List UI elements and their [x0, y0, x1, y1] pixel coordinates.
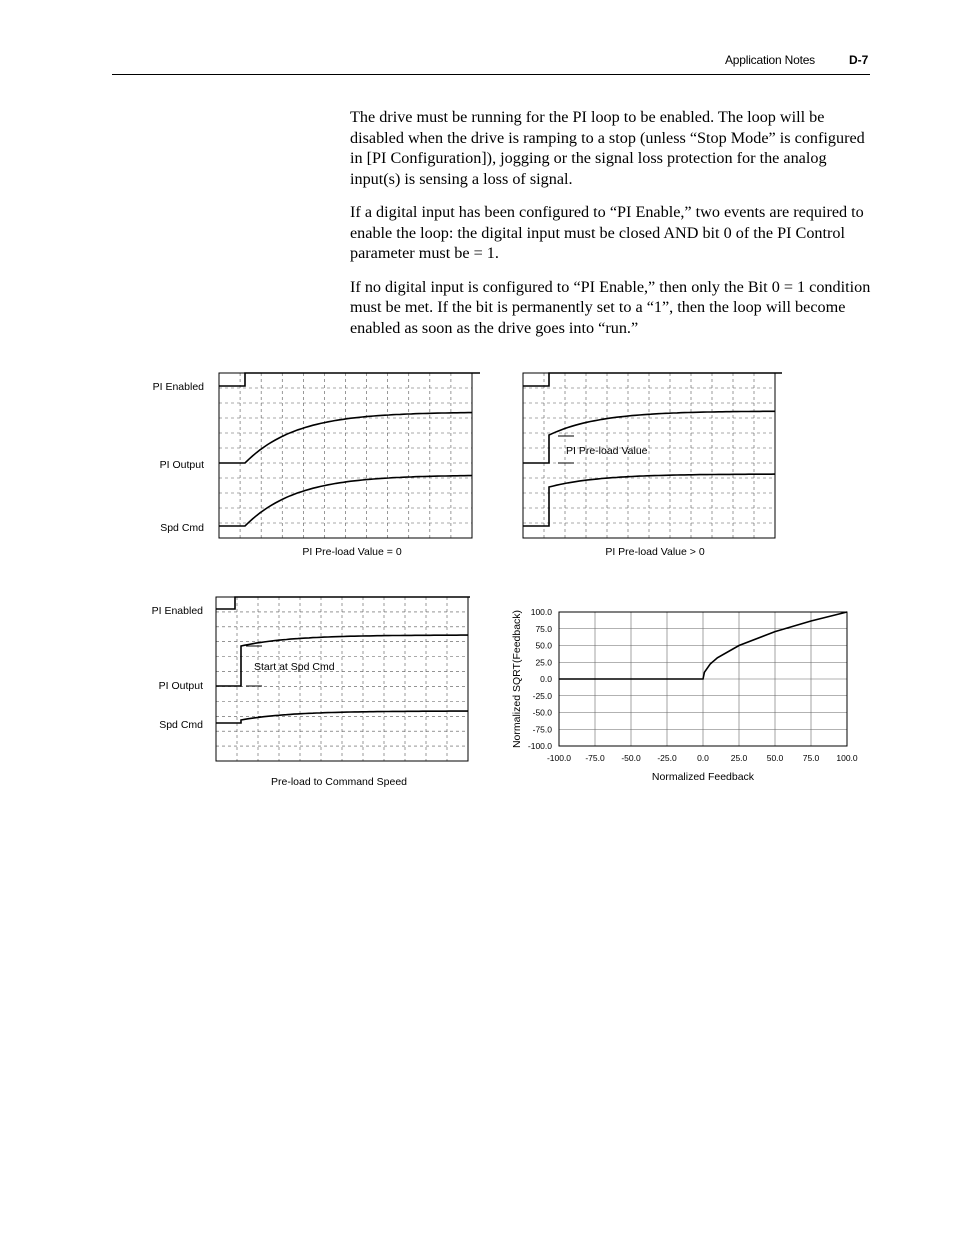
- chart-y-tick-label: 0.0: [540, 674, 552, 684]
- diagram-grid: [523, 373, 775, 538]
- chart-x-tick-label: 0.0: [697, 753, 709, 763]
- chart-y-tick-label: -25.0: [532, 690, 552, 701]
- chart-x-ticks: [547, 753, 858, 763]
- pi-enabled-trace: [216, 597, 470, 609]
- paragraph: The drive must be running for the PI loop to be enabled. The loop will be disabled when the drive is ramping to a stop (unless “Stop Mode” is configured in [PI Configuration]), jogging or the signal loss protection for the analog input(s) is sensing a loss of signal.: [350, 108, 865, 188]
- signal-label-pi-enabled: PI Enabled: [152, 381, 204, 393]
- diagram-preload-positive: [523, 373, 782, 558]
- chart-x-tick-label: 25.0: [730, 753, 748, 763]
- paragraph: If a digital input has been configured to “PI Enable,” two events are required to enable the loop: the digital input must be closed AND bit 0 of the PI Control parameter must be = 1.: [350, 203, 864, 262]
- preload-annotation: PI Pre-load Value: [566, 445, 648, 457]
- chart-x-tick-label: 50.0: [766, 753, 784, 763]
- chart-y-tick-label: -100.0: [527, 741, 552, 751]
- header-section-title: Application Notes: [725, 53, 815, 67]
- chart-y-tick-label: -50.0: [532, 707, 552, 718]
- chart-y-tick-label: 50.0: [535, 640, 552, 651]
- diagram-caption: PI Pre-load Value = 0: [302, 546, 402, 558]
- signal-label-pi-enabled: PI Enabled: [151, 605, 203, 617]
- chart-y-axis-label: Normalized SQRT(Feedback): [511, 609, 523, 749]
- diagram-caption: Pre-load to Command Speed: [271, 776, 407, 788]
- chart-y-tick-label: 100.0: [530, 607, 552, 617]
- chart-y-tick-label: 75.0: [535, 623, 552, 634]
- chart-y-tick-label: -75.0: [532, 724, 552, 735]
- pi-enabled-trace: [219, 373, 480, 386]
- chart-x-tick-label: -100.0: [546, 753, 572, 763]
- chart-x-tick-label: -50.0: [621, 753, 641, 763]
- sqrt-chart: [511, 607, 858, 783]
- paragraph: If no digital input is configured to “PI Enable,” then only the Bit 0 = 1 condition must be met. If the bit is permanently set to a “1”, then the loop will become enabled as soon as the drive goes into “run.”: [350, 277, 871, 337]
- signal-label-pi-output: PI Output: [158, 680, 203, 692]
- chart-y-tick-label: 25.0: [535, 657, 552, 668]
- signal-label-spd-cmd: Spd Cmd: [159, 719, 203, 731]
- diagram-preload-zero: [153, 373, 480, 558]
- diagram-grid: [216, 597, 468, 761]
- signal-label-pi-output: PI Output: [159, 459, 204, 471]
- chart-x-axis-label: Normalized Feedback: [651, 771, 755, 783]
- chart-x-tick-label: -75.0: [585, 753, 605, 763]
- pi-enabled-trace: [523, 373, 782, 386]
- diagram-caption: PI Pre-load Value > 0: [605, 546, 705, 558]
- signal-label-spd-cmd: Spd Cmd: [160, 522, 204, 534]
- diagram-grid: [219, 373, 472, 538]
- chart-x-tick-label: 100.0: [836, 753, 858, 763]
- pi-output-trace: [219, 413, 472, 463]
- chart-x-tick-label: 75.0: [802, 753, 820, 763]
- pi-output-trace: [523, 411, 775, 463]
- header-page-number: D-7: [849, 53, 869, 67]
- chart-x-tick-label: -25.0: [657, 753, 677, 763]
- start-annotation: Start at Spd Cmd: [254, 661, 335, 673]
- chart-y-ticks: [528, 607, 552, 751]
- diagram-preload-command: [152, 597, 470, 788]
